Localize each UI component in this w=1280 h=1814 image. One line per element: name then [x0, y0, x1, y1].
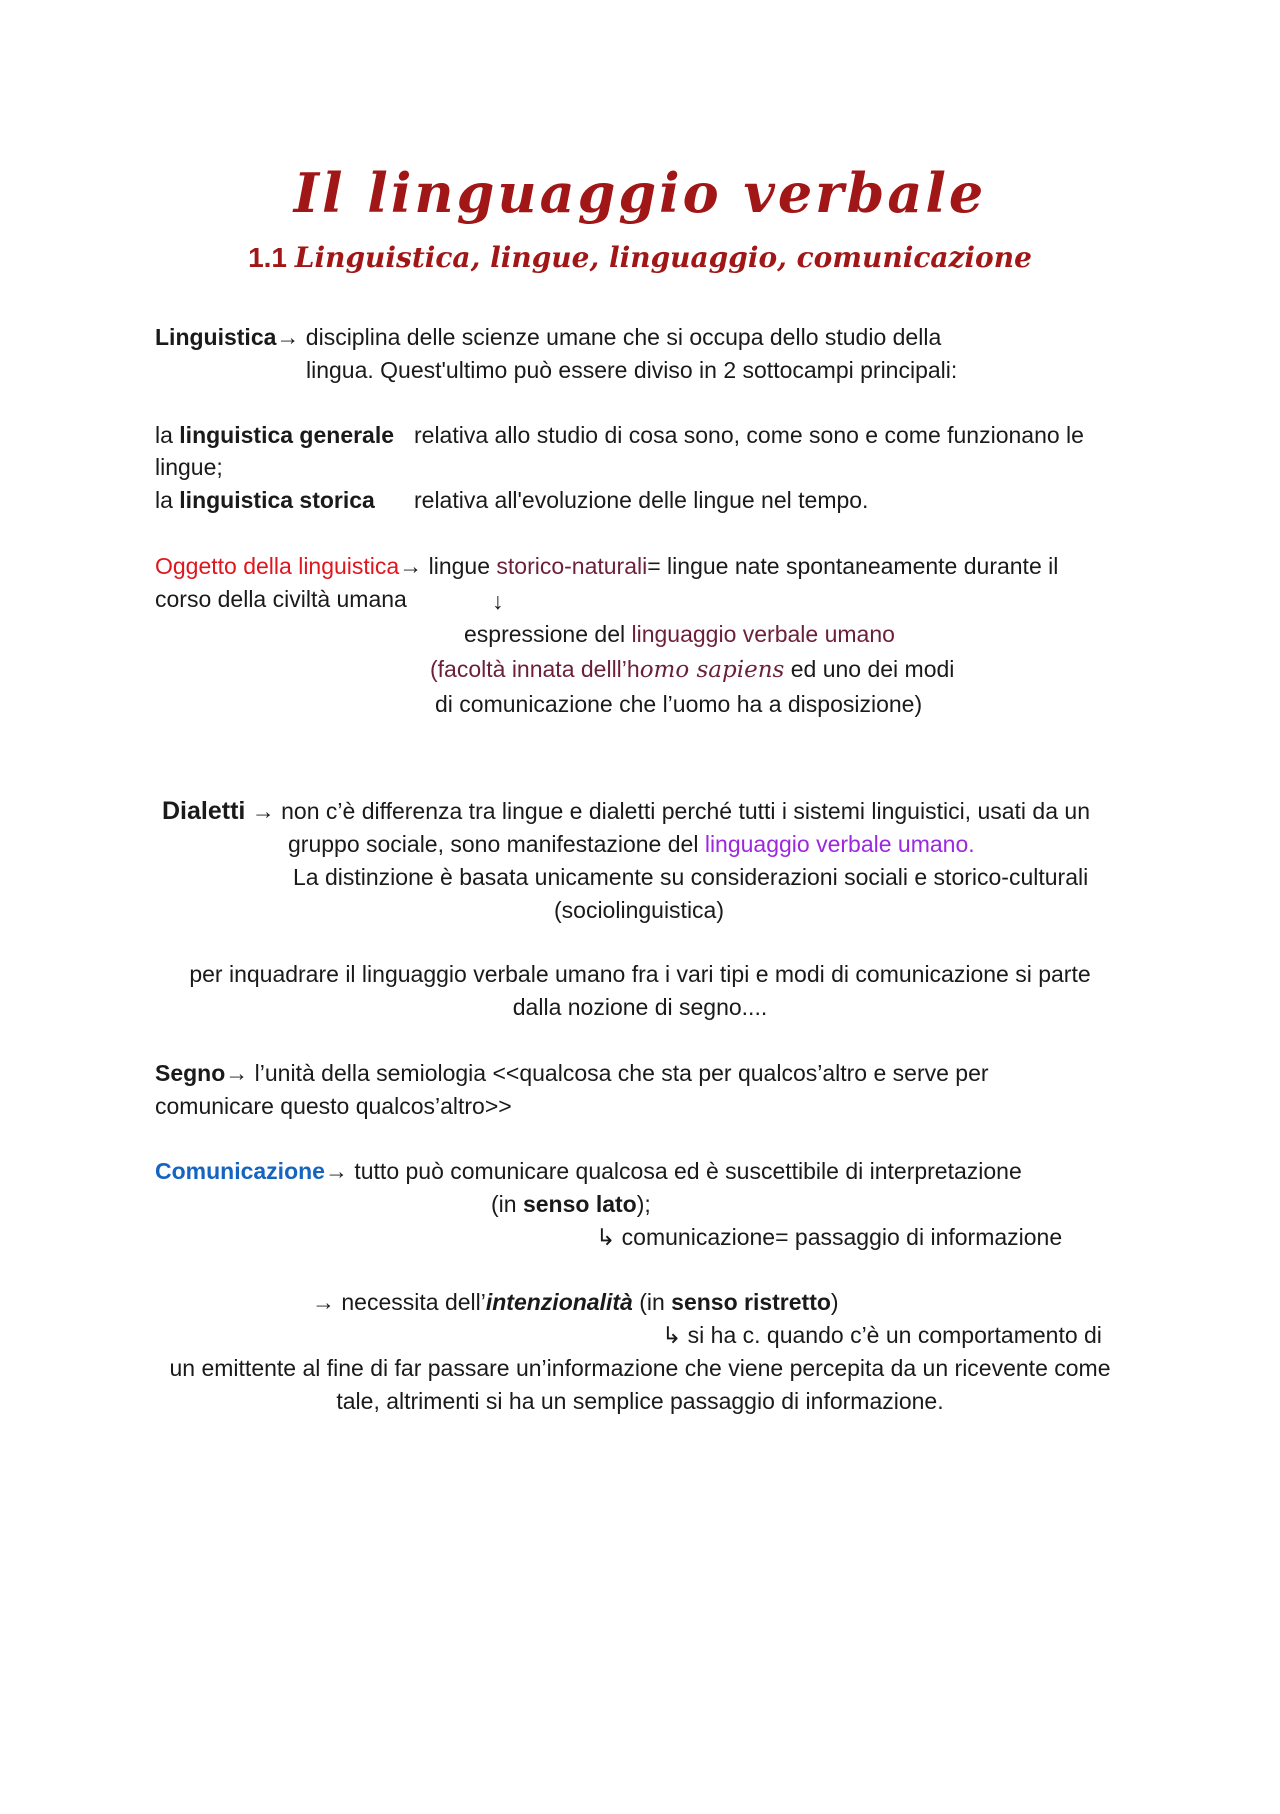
oggetto-definition [155, 551, 1058, 581]
ristretto-close: ) [830, 1289, 839, 1315]
subfield-prefix: la [155, 487, 180, 513]
lato-open: (in [491, 1191, 523, 1217]
arrow-icon: → [225, 1060, 249, 1086]
dialetti-line2-prefix: gruppo sociale, sono manifestazione del [288, 831, 705, 857]
oggetto-term: Oggetto della linguistica [155, 553, 400, 579]
hook-arrow-icon: ↳ [662, 1322, 682, 1348]
hook-arrow-icon: ↳ [596, 1224, 616, 1250]
subfield-generale-term: linguistica generale [179, 422, 395, 448]
segno-line1: l’unità della semiologia <<qualcosa che sta per qualcos’altro e serve per [248, 1060, 989, 1086]
comunicazione-line-a: un emittente al fine di far passare un’informazione che viene percepita da un ricevente come [169, 1355, 1111, 1381]
section-title: Linguistica, lingue, linguaggio, comunicazione [294, 241, 1032, 274]
expr-highlight: linguaggio verbale umano [631, 621, 895, 647]
section-heading [0, 238, 1280, 278]
subfield-generale-desc: relativa allo studio di cosa sono, come sono e come funzionano le [414, 422, 1084, 448]
ristretto-mid: (in [632, 1289, 672, 1315]
oggetto-line2: corso della civiltà umana [155, 586, 407, 612]
homo-sapiens: omo sapiens [639, 657, 785, 683]
oggetto-mid: lingue [422, 553, 497, 579]
subfield-storica [155, 485, 375, 515]
senso-lato [491, 1189, 651, 1219]
hook-line-1 [596, 1222, 1062, 1252]
paren-end: ed uno dei modi [784, 656, 955, 682]
oggetto-paren [430, 654, 954, 685]
comunicazione-term: Comunicazione [155, 1158, 325, 1184]
dialetti-line2 [288, 829, 975, 859]
arrow-icon: → [245, 798, 282, 824]
page-title: Il linguaggio verbale [293, 161, 987, 225]
comunicazione-line-b: tale, altrimenti si ha un semplice passaggio di informazione. [336, 1388, 944, 1414]
arrow-icon: → [399, 553, 423, 579]
arrow-icon: → [324, 1158, 348, 1184]
segno-line2: comunicare questo qualcos’altro>> [155, 1093, 512, 1119]
senso-ristretto [312, 1287, 839, 1317]
oggetto-last: di comunicazione che l’uomo ha a disposizione) [435, 691, 923, 717]
subfield-storica-term: linguistica storica [179, 487, 375, 513]
segno-intro-line1: per inquadrare il linguaggio verbale umano fra i vari tipi e modi di comunicazione si parte [189, 961, 1091, 987]
lato-bold: senso lato [522, 1191, 637, 1217]
oggetto-rest: = lingue nate spontaneamente durante il [647, 553, 1059, 579]
subfield-prefix: la [155, 422, 180, 448]
dialetti-highlight: linguaggio verbale umano. [704, 831, 975, 857]
hook1-text: comunicazione= passaggio di informazione [615, 1224, 1063, 1250]
subfield-generale-cont: lingue; [155, 454, 223, 480]
dialetti-term: Dialetti [162, 797, 246, 825]
arrow-icon: → [276, 324, 300, 350]
dialetti-line3: La distinzione è basata unicamente su considerazioni sociali e storico-culturali [293, 864, 1089, 890]
oggetto-highlight: storico-naturali [496, 553, 648, 579]
hook2-text: si ha c. quando c’è un comportamento di [681, 1322, 1102, 1348]
oggetto-expression [464, 619, 895, 649]
linguistica-term: Linguistica [155, 324, 277, 350]
ristretto-bold: senso ristretto [671, 1289, 831, 1315]
linguistica-line2: lingua. Quest'ultimo può essere diviso in 2 sottocampi principali: [306, 357, 958, 383]
expr-prefix: espressione del [464, 621, 632, 647]
lato-close: ); [636, 1191, 651, 1217]
dialetti-line4: (sociolinguistica) [554, 897, 725, 923]
segno-term: Segno [155, 1060, 226, 1086]
dialetti-line1: non c’è differenza tra lingue e dialetti perché tutti i sistemi linguistici, usati da un [281, 798, 1090, 824]
arrow-icon: → [312, 1289, 335, 1315]
ristretto-pre: necessita dell’ [335, 1289, 486, 1315]
subfield-generale [155, 420, 394, 450]
paren-start: (facoltà innata delll’h [430, 656, 640, 682]
section-number: 1.1 [248, 242, 288, 273]
intenzionalita: intenzionalità [485, 1289, 633, 1315]
segno-intro-line2: dalla nozione di segno.... [512, 994, 768, 1020]
dialetti-definition [162, 796, 1090, 826]
subfield-storica-desc: relativa all'evoluzione delle lingue nel tempo. [414, 487, 869, 513]
comunicazione-definition [155, 1156, 1022, 1186]
linguistica-definition [155, 322, 941, 352]
comunicazione-line1: tutto può comunicare qualcosa ed è suscettibile di interpretazione [347, 1158, 1022, 1184]
segno-definition [155, 1058, 989, 1088]
hook-line-2 [662, 1320, 1102, 1350]
linguistica-line1: disciplina delle scienze umane che si occupa dello studio della [299, 324, 942, 350]
down-arrow-icon: ↓ [492, 588, 504, 614]
